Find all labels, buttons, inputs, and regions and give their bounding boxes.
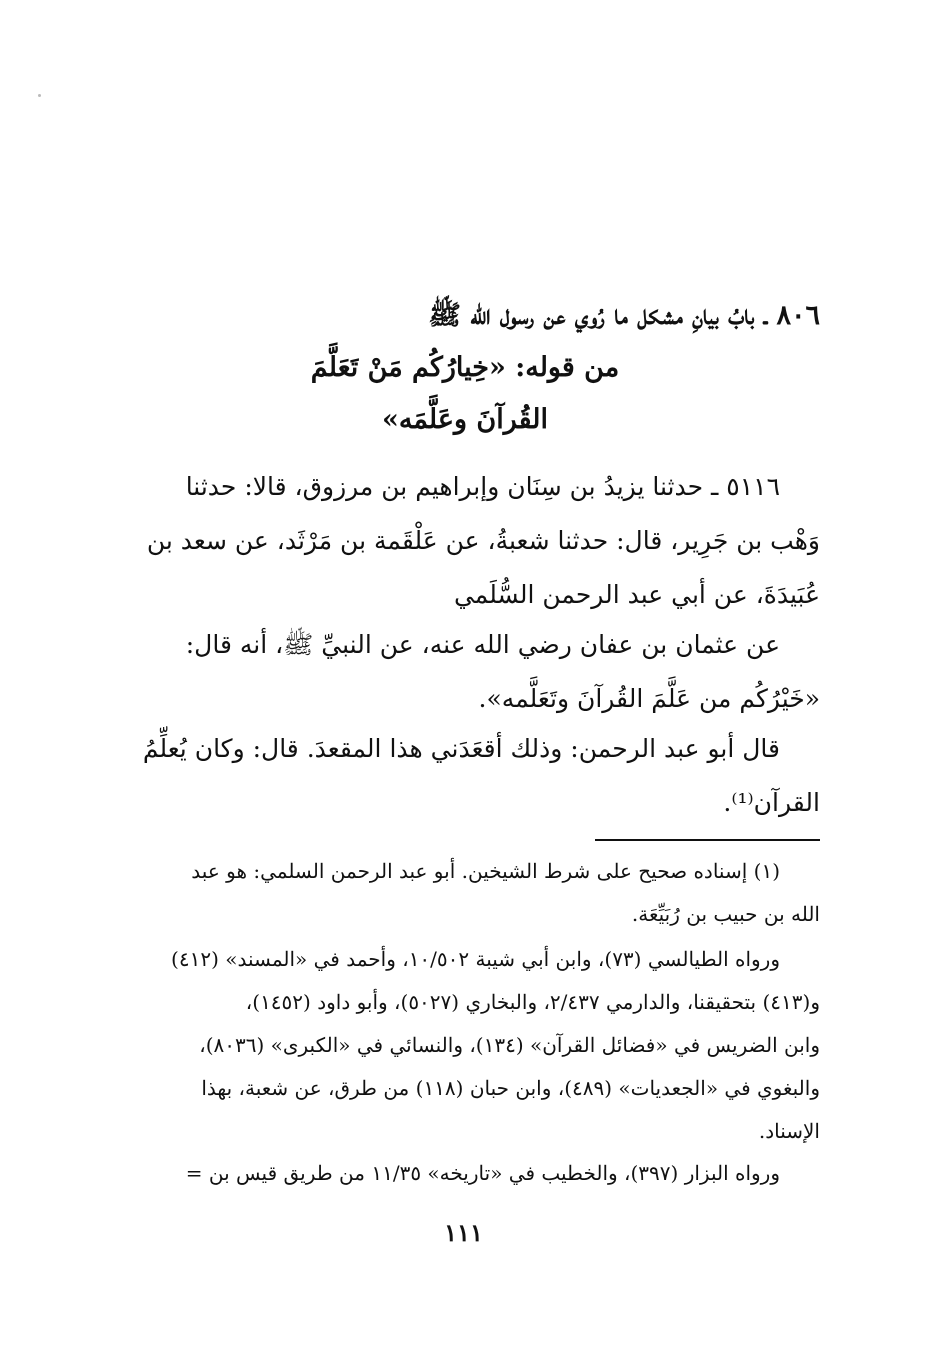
page-number: ١١١ (444, 1218, 483, 1247)
text-line: قال أبو عبد الرحمن: وذلك أقعَدَني هذا المقعدَ. قال: وكان يُعلِّمُ (142, 734, 780, 763)
hadith-matn-paragraph (110, 618, 820, 726)
chapter-heading-line-3: القُرآنَ وعَلَّمَه» (381, 404, 549, 435)
footnote-line: ورواه البزار (٣٩٧)، والخطيب في «تاريخه» ١١/٣٥ من طريق قيس بن = (185, 1161, 780, 1185)
text-line: عُبَيدَةَ، عن أبي عبد الرحمن السُّلَمي (453, 580, 820, 609)
footnote-line: ورواه الطيالسي (٧٣)، وابن أبي شيبة ١٠/٥٠٢، وأحمد في «المسند» (٤١٢) (171, 947, 780, 971)
text-line: عن عثمان بن عفان رضي الله عنه، عن النبيِّ ﷺ، أنه قال: (185, 630, 780, 659)
footnote-line: والبغوي في «الجعديات» (٤٨٩)، وابن حبان (١١٨) من طرق، عن شعبة، بهذا (201, 1076, 820, 1100)
footnote-separator (595, 839, 820, 841)
scan-speck (38, 94, 41, 97)
footnote-line: الإسناد. (758, 1119, 820, 1143)
hadith-isnad-paragraph (110, 460, 820, 622)
footnote-line: وابن الضريس في «فضائل القرآن» (١٣٤)، والنسائي في «الكبرى» (٨٠٣٦)، (199, 1033, 820, 1057)
narrator-comment-paragraph (110, 722, 820, 830)
text-line: ٥١١٦ ـ حدثنا يزيدُ بن سِنَان وإبراهيم بن مرزوق، قالا: حدثنا (185, 472, 780, 501)
footnote-sources (105, 938, 820, 1153)
chapter-heading-line-2: من قوله: «خِيارُكُم مَنْ تَعَلَّمَ (310, 352, 620, 383)
footnote-line: و(٤١٣) بتحقيقنا، والدارمي ٢/٤٣٧، والبخاري (٥٠٢٧)، وأبو داود (١٤٥٢)، (245, 990, 820, 1014)
footnote-line: (١) إسناده صحيح على شرط الشيخين. أبو عبد الرحمن السلمي: هو عبد (191, 859, 780, 883)
footnote-line: الله بن حبيب بن رُبَيِّعَة. (631, 902, 820, 926)
chapter-heading-line-1: ٨٠٦ ـ بابُ بيانِ مشكل ما رُوي عن رسول الله ﷺ (428, 300, 820, 331)
text-line: القرآن⁽¹⁾. (723, 788, 820, 817)
footnote-continued (105, 1152, 820, 1195)
footnote-1 (105, 850, 820, 936)
text-line: «خَيْرُكُم من عَلَّمَ القُرآنَ وتَعَلَّمه». (478, 684, 820, 713)
text-line: وَهْب بن جَرِير، قال: حدثنا شعبةُ، عن عَلْقَمة بن مَرْثَد، عن سعد بن (146, 526, 820, 555)
